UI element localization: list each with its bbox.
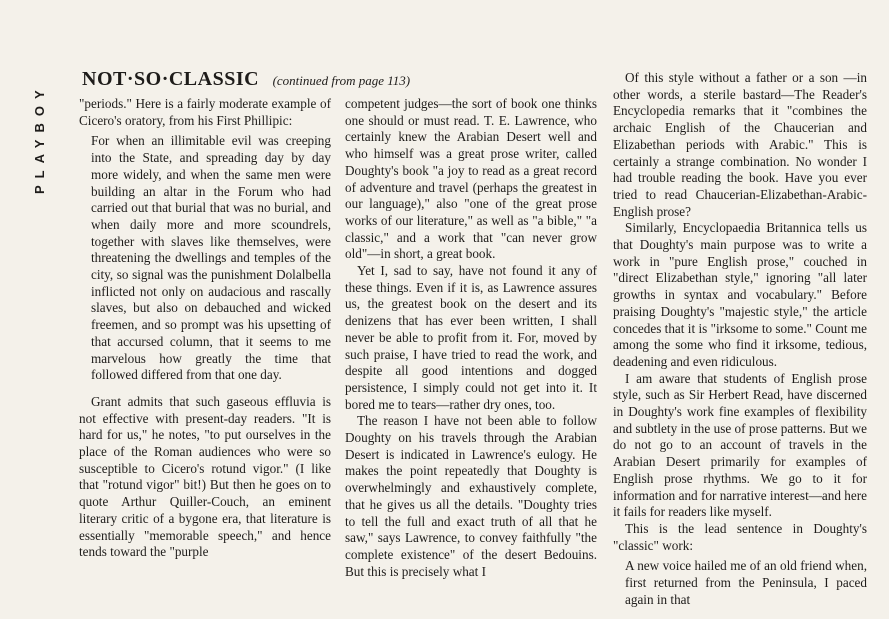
article-title: NOT·SO·CLASSIC — [82, 68, 260, 90]
column-3 — [613, 70, 867, 619]
magazine-side-label — [32, 66, 62, 216]
column-2 — [345, 96, 597, 580]
paragraph: Of this style without a father or a son —in other words, a sterile bastard—The Reader's Encyclopedia remarks that it "combines the archaic English of the Chaucerian and Elizabethan periods with Arabic." This is certainly a strange combination. No wonder I had trouble reading the book. Have you ever tried to read Chaucerian-Elizabethan-Arabic-English prose? — [613, 70, 867, 219]
column-1 — [79, 96, 331, 561]
paragraph: "periods." Here is a fairly moderate example of Cicero's oratory, from his First Phillipic: — [79, 96, 331, 128]
paragraph: I am aware that students of English prose style, such as Sir Herbert Read, have discerned in Doughty's work fine examples of flexibility and subtlety in the use of prose patterns. But we do not go to an account of travels in the Arabian Desert primarily for examples of English prose rhythms. We go to it for information and for narrative interest—and here it fails for readers like myself. — [613, 370, 867, 520]
paragraph: Yet I, sad to say, have not found it any of these things. Even if it is, as Lawrence assures us, the greatest book on the desert and its denizens that has ever been written, I shall never be able to profit from it. For, moved by such praise, I have tried to read the work, and despite all good intentions and dogged persistence, I simply could not get into it. It bored me to tears—rather dry ones, too. — [345, 263, 597, 412]
paragraph: Grant admits that such gaseous effluvia is not effective with present-day readers. "It is hard for us," he notes, "to put ourselves in the place of the Roman audiences who were so susceptible to Cicero's rotund vigor." (I like that "rotund vigor" bit!) But then he goes on to quote Arthur Quiller-Couch, an eminent literary critic of a bygone era, that literature is essentially "memorable speech," and hence tends toward the "purple — [79, 393, 331, 560]
block-quote: A new voice hailed me of an old friend when, first returned from the Peninsula, I paced again in that — [625, 558, 867, 607]
article-header — [82, 68, 512, 91]
continued-note: (continued from page 113) — [272, 73, 411, 88]
paragraph: Similarly, Encyclopaedia Britannica tells us that Doughty's main purpose was to write a work in "pure English prose," couched in "direct Elizabethan style," ignoring "all later growths in syntax and vocabulary." Before praising Doughty's "majestic style," the article concedes that it is "irksome to some." Count me among the some who find it irksome, tedious, deadening and even ridiculous. — [613, 220, 867, 369]
block-quote: For when an illimitable evil was creeping into the State, and spreading day by day more widely, and when the same men were building an altar in the Forum who had carried out that burial that was no burial, and when daily more and more scoundrels, together with slaves like themselves, were threatening the dwellings and temples of the city, so signal was the punishment Dolalbella inflicted not only on audacious and rascally slaves, but also on debauched and wicked freemen, and so prompt was his upsetting of that accursed column, that it seems to me marvelous how greatly the time that followed differed from that one day. — [91, 133, 331, 383]
paragraph: This is the lead sentence in Doughty's "classic" work: — [613, 520, 867, 553]
paragraph: competent judges—the sort of book one thinks one should or must read. T. E. Lawrence, who certainly knew the Arabian Desert well and who himself was a great prose writer, called Doughty's book "a joy to read as a great record of adventure and travel (perhaps the greatest in our language)," also "one of the great prose works of our literature," as well as "a bible," "a classic," and a work that "can never grow old"—in short, a great book. — [345, 96, 597, 262]
paragraph: The reason I have not been able to follow Doughty on his travels through the Arabian Desert is indicated in Lawrence's eulogy. He makes the point repeatedly that Doughty is overwhelmingly and exhaustively complete, that he gives us all the details. "Doughty tries to tell the full and exact truth of all that he saw," says Lawrence, to convey faithfully "the complete existence" of the desert Bedouins. But this is precisely what I — [345, 413, 597, 579]
side-label-text: PLAYBOY — [32, 83, 47, 194]
